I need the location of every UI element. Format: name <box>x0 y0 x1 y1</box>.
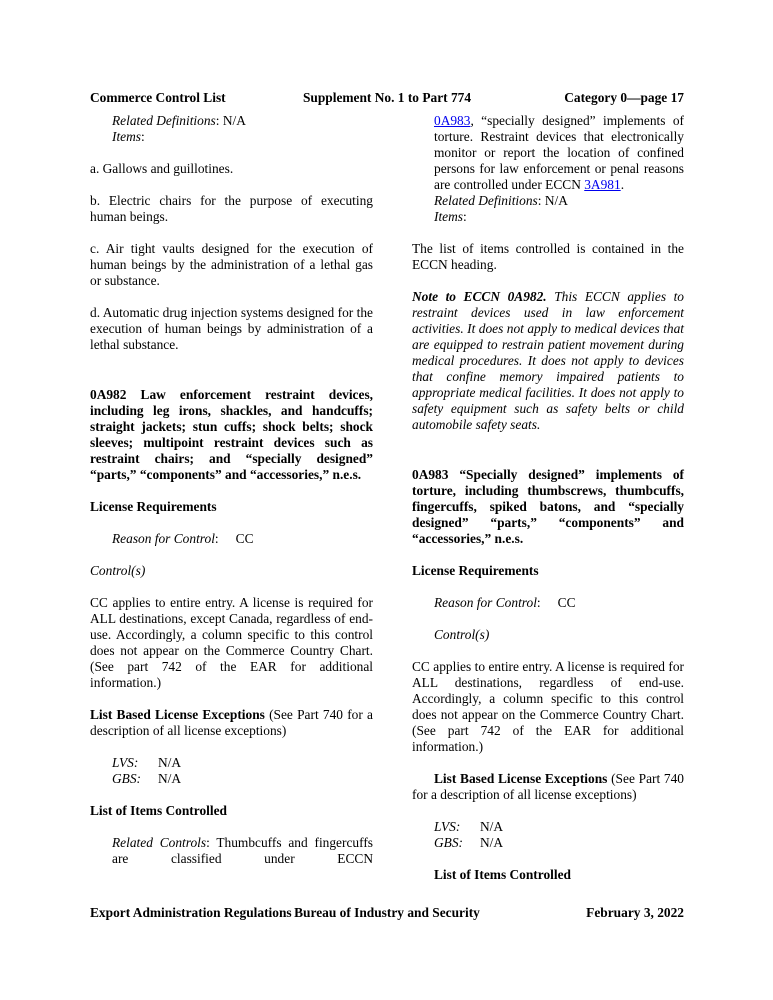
item-a: a. Gallows and guillotines. <box>90 161 234 176</box>
items-label: Items <box>112 129 142 144</box>
cc-applies-paragraph: CC applies to entire entry. A license is required for ALL destinations, except Canada, regardless of end-use. Accordingly, a column specific to this control does not appear on the Commerce Country Chart. (See part 742 of the EAR for additional information.) <box>90 595 373 690</box>
related-definitions-label: Related Definitions <box>434 193 538 208</box>
list-of-items-heading: List of Items Controlled <box>90 803 227 818</box>
list-of-items-heading: List of Items Controlled <box>434 867 571 882</box>
reason-for-control-line <box>112 531 373 547</box>
item-b: b. Electric chairs for the purpose of executing human beings. <box>90 193 373 224</box>
right-column <box>412 113 684 899</box>
reason-for-control-label: Reason for Control <box>434 595 537 610</box>
gbs-row <box>112 771 373 787</box>
list-based-exceptions-rest: (See Part 740 for a description of all license exceptions) <box>412 771 685 802</box>
related-definitions-label: Related Definitions <box>112 113 216 128</box>
lvs-row <box>434 819 684 835</box>
license-requirements-heading: License Requirements <box>412 563 539 578</box>
related-controls-rest: : Thumbcuffs and fingercuffs are classified under ECCN <box>112 835 373 866</box>
items-label: Items <box>434 209 464 224</box>
items-colon: : <box>463 209 467 224</box>
list-contained-paragraph: The list of items controlled is contained in the ECCN heading. <box>412 241 684 272</box>
license-exception-table <box>112 755 373 787</box>
continuation-text-2: . <box>620 177 625 192</box>
lvs-label: LVS: <box>112 755 139 770</box>
header-doc-title: Commerce Control List <box>90 90 226 105</box>
continuation-text-1: , “specially designed” implements of torture. Restraint devices that electronically monitor or report the location of confined persons for law enforcement or penal reasons are controlled under ECCN <box>434 113 684 192</box>
eccn-0a982-heading: 0A982 Law enforcement restraint devices, including leg irons, shackles, and handcuffs; straight jackets; stun cuffs; shock belts; shock sleeves; multipoint restraint devices such as restraint chairs; and “specially designed” “parts,” “components” and “accessories,” n.e.s. <box>90 387 373 482</box>
gbs-row <box>434 835 684 851</box>
note-text: This ECCN applies to restraint devices used in law enforcement activities. It does not apply to medical devices that are equipped to restrain patient movement during medical procedures. It does not apply to devices that confine memory impaired patients to appropriate medical facilities. It does not apply to safety equipment such as safety belts or child automobile safety seats. <box>412 289 684 432</box>
gbs-label: GBS: <box>112 771 142 786</box>
footer-ear-title: Export Administration Regulations <box>90 905 292 920</box>
reason-for-control-label: Reason for Control <box>112 531 215 546</box>
list-based-exceptions-paragraph <box>90 707 373 739</box>
items-line <box>112 129 373 145</box>
eccn-0a983-heading: 0A983 “Specially designed” implements of torture, including thumbscrews, thumbcuffs, fingercuffs, spiked batons, and “specially designed” “parts,” “components” and “accessories,” n.e.s. <box>412 467 684 546</box>
list-based-exceptions-paragraph <box>412 771 684 803</box>
related-controls-paragraph <box>112 835 373 867</box>
left-column <box>90 113 373 883</box>
reason-colon: : <box>536 595 541 610</box>
list-based-exceptions-label: List Based License Exceptions <box>434 771 608 786</box>
item-d: d. Automatic drug injection systems designed for the execution of human beings by administration of a lethal substance. <box>90 305 373 352</box>
lvs-row <box>112 755 373 771</box>
controls-heading: Control(s) <box>434 627 490 642</box>
related-definitions-line <box>112 113 373 129</box>
related-controls-label: Related Controls <box>112 835 207 850</box>
items-line <box>434 209 684 225</box>
lvs-value: N/A <box>480 819 504 834</box>
item-c: c. Air tight vaults designed for the execution of human beings by the administration of a lethal gas or substance. <box>90 241 373 288</box>
reason-colon: : <box>214 531 219 546</box>
note-label: Note to ECCN 0A982. <box>412 289 547 304</box>
items-colon: : <box>141 129 145 144</box>
cc-applies-paragraph: CC applies to entire entry. A license is required for ALL destinations, regardless of end-use. Accordingly, a column specific to this control does not appear on the Commerce Country Chart. (See part 742 of the EAR for additional information.) <box>412 659 684 754</box>
list-based-exceptions-rest: (See Part 740 for a description of all license exceptions) <box>90 707 373 738</box>
license-requirements-heading: License Requirements <box>90 499 217 514</box>
header-supplement: Supplement No. 1 to Part 774 <box>302 90 472 105</box>
note-paragraph <box>412 289 684 433</box>
lvs-label: LVS: <box>434 819 461 834</box>
list-based-exceptions-label: List Based License Exceptions <box>90 707 265 722</box>
gbs-value: N/A <box>158 771 182 786</box>
controls-heading: Control(s) <box>90 563 146 578</box>
reason-for-control-value: CC <box>235 531 254 546</box>
related-definitions-line <box>434 193 684 209</box>
related-definitions-value: : N/A <box>215 113 246 128</box>
footer-date: February 3, 2022 <box>586 905 684 920</box>
related-controls-continuation-block <box>434 113 684 225</box>
related-controls-continuation <box>434 113 684 193</box>
gbs-label: GBS: <box>434 835 464 850</box>
reason-for-control-line <box>434 595 684 611</box>
lvs-value: N/A <box>158 755 182 770</box>
eccn-0a983-link[interactable]: 0A983 <box>434 113 471 128</box>
related-definitions-block <box>112 113 373 145</box>
related-definitions-value: : N/A <box>537 193 568 208</box>
reason-for-control-value: CC <box>557 595 576 610</box>
footer-bureau: Bureau of Industry and Security <box>294 905 480 920</box>
gbs-value: N/A <box>480 835 504 850</box>
license-exception-table <box>434 819 684 851</box>
eccn-3a981-link[interactable]: 3A981 <box>584 177 621 192</box>
header-category-page: Category 0—page 17 <box>564 90 684 105</box>
